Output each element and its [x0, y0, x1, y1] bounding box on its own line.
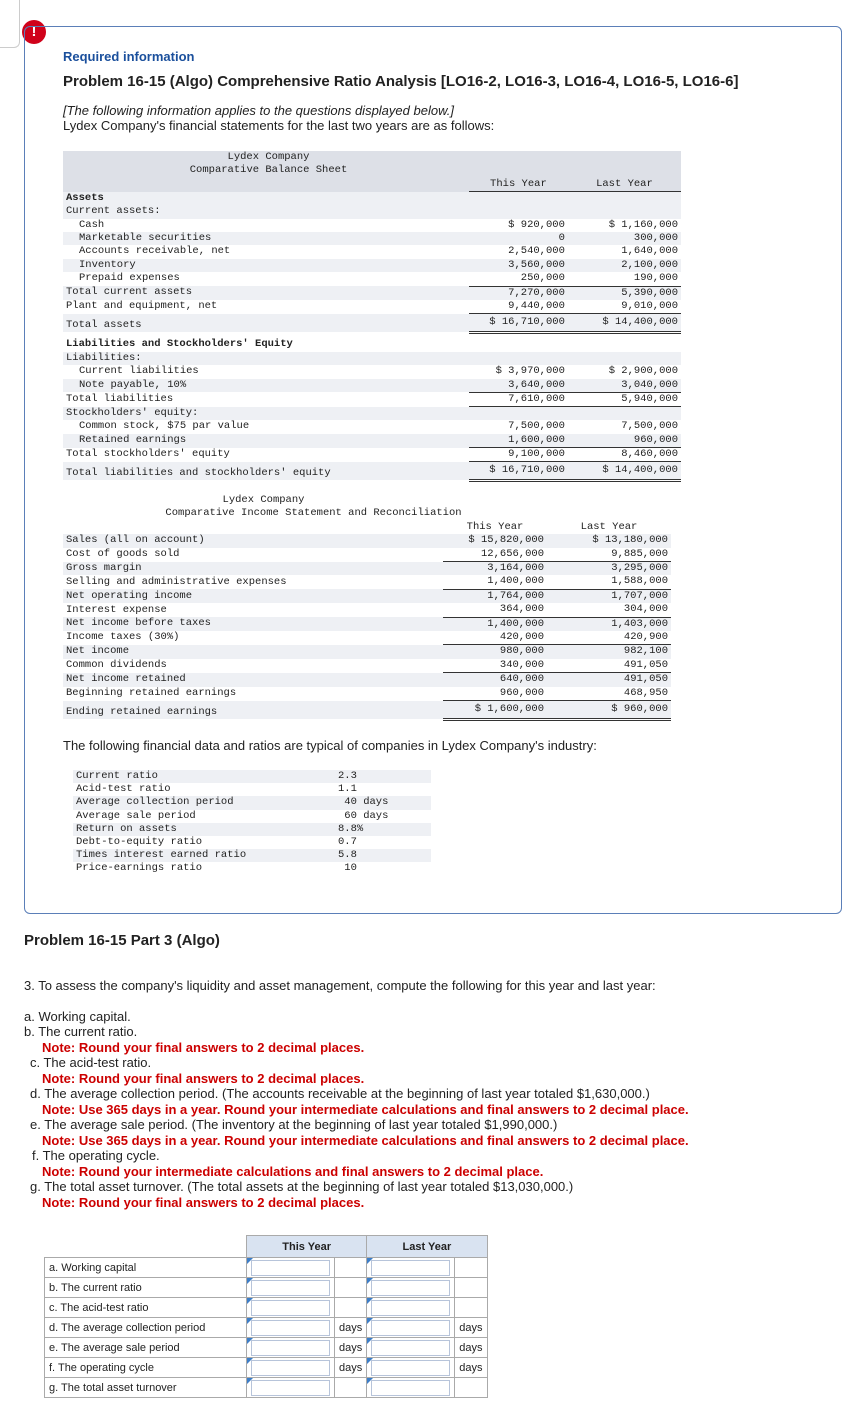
balance-row-label: Current liabilities — [79, 365, 199, 378]
balance-value: 7,610,000 — [469, 392, 568, 406]
balance-row-label: Total current assets — [63, 286, 469, 300]
income-value: $ 13,180,000 — [547, 534, 671, 547]
balance-title: Comparative Balance Sheet — [63, 164, 681, 177]
item-d-note: Note: Use 365 days in a year. Round your intermediate calculations and final answers to 2 decimal place. — [42, 1102, 689, 1117]
income-col-this-year: This Year — [466, 520, 524, 533]
answer-unit — [335, 1298, 367, 1318]
industry-intro: The following financial data and ratios are typical of companies in Lydex Company's industry: — [63, 738, 597, 753]
balance-value: 5,390,000 — [568, 286, 681, 300]
acid-test-ratio-last-year-input[interactable] — [367, 1298, 455, 1318]
answer-row-label: d. The average collection period — [45, 1318, 247, 1338]
asset-turnover-this-year-input[interactable] — [247, 1378, 335, 1398]
balance-row-label: Total stockholders' equity — [66, 448, 230, 461]
income-row-label: Beginning retained earnings — [66, 686, 237, 699]
industry-value: 10 — [338, 862, 357, 875]
balance-row-label: Cash — [79, 218, 105, 231]
balance-value: 9,440,000 — [469, 300, 568, 314]
industry-value: 2.3 — [335, 770, 431, 783]
balance-row-label: Assets — [63, 192, 469, 205]
answer-row-label: a. Working capital — [45, 1258, 247, 1278]
current-ratio-this-year-input[interactable] — [247, 1278, 335, 1298]
alert-icon: ! — [22, 20, 46, 44]
income-value: 640,000 — [443, 673, 547, 687]
balance-row-label: Stockholders' equity: — [63, 407, 469, 420]
collection-period-last-year-input[interactable] — [367, 1318, 455, 1338]
balance-value: 3,040,000 — [568, 379, 681, 393]
part-title: Problem 16-15 Part 3 (Algo) — [24, 932, 220, 949]
info-note: [The following information applies to the questions displayed below.] — [63, 103, 454, 118]
item-d: d. The average collection period. (The accounts receivable at the beginning of last year totaled $1,630,000.) — [30, 1086, 650, 1101]
industry-label: Debt-to-equity ratio — [76, 836, 203, 849]
sale-period-this-year-input[interactable] — [247, 1338, 335, 1358]
income-value: 1,403,000 — [547, 617, 671, 631]
answer-row-label: f. The operating cycle — [45, 1358, 247, 1378]
balance-value: 2,100,000 — [568, 259, 681, 272]
income-value: 420,900 — [547, 631, 671, 645]
balance-row-label: Current assets: — [63, 205, 469, 218]
income-row-label: Cost of goods sold — [66, 547, 180, 560]
balance-value: 0 — [469, 232, 568, 245]
income-value: 982,100 — [547, 645, 671, 659]
item-e: e. The average sale period. (The inventory at the beginning of last year totaled $1,990,000.) — [30, 1117, 558, 1132]
income-value: 960,000 — [443, 687, 547, 701]
operating-cycle-this-year-input[interactable] — [247, 1358, 335, 1378]
balance-value: 3,560,000 — [469, 259, 568, 272]
statements-intro: Lydex Company's financial statements for the last two years are as follows: — [63, 118, 495, 133]
balance-value: $ 920,000 — [508, 218, 565, 231]
left-panel-edge — [0, 0, 20, 48]
balance-row-label: Inventory — [63, 259, 469, 272]
income-value: 1,707,000 — [547, 589, 671, 603]
answer-col-last-year: Last Year — [367, 1236, 487, 1258]
income-row-label: Net income — [63, 645, 443, 659]
industry-value: 8.8% — [335, 823, 431, 836]
item-f-note: Note: Round your intermediate calculations and final answers to 2 decimal place. — [42, 1164, 544, 1179]
item-a: a. Working capital. — [24, 1009, 131, 1024]
industry-label: Acid-test ratio — [76, 783, 171, 796]
income-row-label: Net income before taxes — [63, 617, 443, 631]
income-value: 1,400,000 — [443, 617, 547, 631]
income-value: 420,000 — [443, 631, 547, 645]
item-f: f. The operating cycle. — [32, 1148, 160, 1163]
answer-unit — [455, 1378, 487, 1398]
answer-row-label: c. The acid-test ratio — [45, 1298, 247, 1318]
industry-value: 1.1 — [338, 783, 357, 796]
income-value: 12,656,000 — [443, 548, 547, 562]
answer-unit: days — [455, 1318, 487, 1338]
income-row-label: Gross margin — [63, 562, 443, 576]
industry-label: Return on assets — [73, 823, 335, 836]
income-value: 304,000 — [547, 603, 671, 617]
balance-value: 960,000 — [568, 434, 681, 448]
balance-value: $ 16,710,000 — [469, 314, 568, 332]
working-capital-this-year-input[interactable] — [247, 1258, 335, 1278]
income-value: 3,164,000 — [443, 562, 547, 576]
answer-unit: days — [335, 1338, 367, 1358]
industry-label: Current ratio — [73, 770, 335, 783]
income-value: 491,050 — [547, 673, 671, 687]
income-value: $ 960,000 — [547, 701, 671, 719]
collection-period-this-year-input[interactable] — [247, 1318, 335, 1338]
income-value: 468,950 — [547, 687, 671, 701]
balance-row-label: Common stock, $75 par value — [79, 420, 250, 433]
required-information-label: Required information — [63, 49, 195, 64]
answer-row-label: g. The total asset turnover — [45, 1378, 247, 1398]
income-value: 491,050 — [547, 659, 671, 673]
balance-row-label: Liabilities: — [63, 352, 469, 365]
balance-value: $ 2,900,000 — [608, 365, 678, 378]
balance-row-label: Note payable, 10% — [63, 379, 469, 393]
answer-unit: days — [455, 1358, 487, 1378]
answer-unit — [335, 1258, 367, 1278]
problem-title: Problem 16-15 (Algo) Comprehensive Ratio Analysis [LO16-2, LO16-3, LO16-4, LO16-5, LO16-6] — [63, 73, 739, 90]
answer-col-this-year: This Year — [247, 1236, 367, 1258]
balance-row-label: Plant and equipment, net — [66, 300, 218, 313]
balance-row-label: Total liabilities and stockholders' equity — [63, 462, 469, 480]
answer-unit — [455, 1298, 487, 1318]
answer-unit: days — [455, 1338, 487, 1358]
balance-value: $ 1,160,000 — [608, 218, 678, 231]
income-company: Lydex Company — [222, 494, 305, 506]
balance-row-label: Liabilities and Stockholders' Equity — [66, 338, 293, 351]
income-row-label: Selling and administrative expenses — [66, 575, 287, 588]
balance-value: 7,500,000 — [508, 420, 565, 433]
item-g: g. The total asset turnover. (The total assets at the beginning of last year totaled $13,030,000.) — [30, 1179, 574, 1194]
income-value: 980,000 — [443, 645, 547, 659]
income-row-label: Ending retained earnings — [63, 701, 443, 719]
income-value: 1,588,000 — [547, 575, 671, 589]
balance-value: 8,460,000 — [568, 448, 681, 462]
answer-row-label: e. The average sale period — [45, 1338, 247, 1358]
income-row-label: Net operating income — [63, 589, 443, 603]
answer-unit: days — [335, 1318, 367, 1338]
item-b: b. The current ratio. — [24, 1024, 138, 1039]
balance-value: 1,600,000 — [469, 434, 568, 448]
balance-value: 3,640,000 — [469, 379, 568, 393]
sale-period-last-year-input[interactable] — [367, 1338, 455, 1358]
balance-value: $ 14,400,000 — [568, 462, 681, 480]
balance-value: 250,000 — [469, 272, 568, 286]
industry-value: 60 days — [338, 809, 389, 822]
item-g-note: Note: Round your final answers to 2 decimal places. — [42, 1195, 365, 1210]
balance-row-label: Accounts receivable, net — [79, 245, 231, 258]
industry-label: Average collection period — [73, 796, 335, 809]
answer-unit — [455, 1258, 487, 1278]
answer-unit — [335, 1378, 367, 1398]
current-ratio-last-year-input[interactable] — [367, 1278, 455, 1298]
industry-value: 0.7 — [338, 836, 357, 849]
balance-row-label: Marketable securities — [63, 232, 469, 245]
balance-value: $ 16,710,000 — [469, 462, 568, 480]
balance-value: 5,940,000 — [568, 392, 681, 406]
balance-value: 1,640,000 — [621, 245, 678, 258]
income-row-label: Interest expense — [66, 603, 167, 616]
acid-test-ratio-this-year-input[interactable] — [247, 1298, 335, 1318]
industry-value: 40 days — [335, 796, 431, 809]
balance-col-last-year: Last Year — [568, 178, 681, 192]
income-col-last-year: Last Year — [580, 520, 638, 533]
income-row-label: Common dividends — [66, 659, 167, 672]
balance-row-label: Total assets — [63, 314, 469, 332]
balance-col-this-year: This Year — [469, 178, 568, 192]
balance-value: 9,100,000 — [469, 448, 568, 462]
income-value: 1,764,000 — [443, 589, 547, 603]
income-value: $ 15,820,000 — [443, 534, 547, 547]
income-value: 3,295,000 — [547, 562, 671, 576]
industry-label: Average sale period — [76, 809, 196, 822]
item-b-note: Note: Round your final answers to 2 decimal places. — [42, 1040, 365, 1055]
item-c-note: Note: Round your final answers to 2 decimal places. — [42, 1071, 365, 1086]
working-capital-last-year-input[interactable] — [367, 1258, 455, 1278]
income-row-label: Income taxes (30%) — [66, 631, 180, 644]
income-value: 1,400,000 — [443, 575, 547, 589]
balance-value: 7,500,000 — [621, 420, 678, 433]
industry-label: Price-earnings ratio — [76, 862, 203, 875]
balance-value: $ 14,400,000 — [568, 314, 681, 332]
balance-sheet-table — [63, 151, 681, 482]
answer-row-label: b. The current ratio — [45, 1278, 247, 1298]
answer-unit: days — [335, 1358, 367, 1378]
income-value: $ 1,600,000 — [443, 701, 547, 719]
balance-value: 9,010,000 — [568, 300, 681, 314]
balance-value: 190,000 — [568, 272, 681, 286]
balance-row-label: Total liabilities — [66, 392, 174, 405]
item-e-note: Note: Use 365 days in a year. Round your intermediate calculations and final answers to 2 decimal place. — [42, 1133, 689, 1148]
income-row-label: Sales (all on account) — [63, 534, 443, 547]
item-c: c. The acid-test ratio. — [30, 1055, 152, 1070]
income-value: 9,885,000 — [547, 548, 671, 562]
balance-value: 7,270,000 — [469, 286, 568, 300]
income-value: 364,000 — [443, 603, 547, 617]
balance-row-label: Prepaid expenses — [79, 272, 180, 285]
industry-label: Times interest earned ratio — [73, 849, 335, 862]
operating-cycle-last-year-input[interactable] — [367, 1358, 455, 1378]
required-information-panel — [24, 26, 842, 914]
income-statement-table — [63, 494, 671, 721]
part-question: 3. To assess the company's liquidity and asset management, compute the following for this year and last year: — [24, 978, 656, 993]
income-title: Comparative Income Statement and Reconciliation — [165, 507, 462, 520]
industry-value: 5.8 — [335, 849, 431, 862]
income-value: 340,000 — [443, 659, 547, 673]
asset-turnover-last-year-input[interactable] — [367, 1378, 455, 1398]
balance-company: Lydex Company — [63, 151, 681, 164]
balance-value: $ 3,970,000 — [495, 365, 565, 378]
answer-table — [44, 1235, 488, 1398]
balance-value: 2,540,000 — [508, 245, 565, 258]
balance-value: 300,000 — [568, 232, 681, 245]
income-row-label: Net income retained — [63, 673, 443, 687]
balance-row-label: Retained earnings — [63, 434, 469, 448]
answer-unit — [455, 1278, 487, 1298]
industry-ratios-table — [73, 770, 431, 876]
answer-unit — [335, 1278, 367, 1298]
